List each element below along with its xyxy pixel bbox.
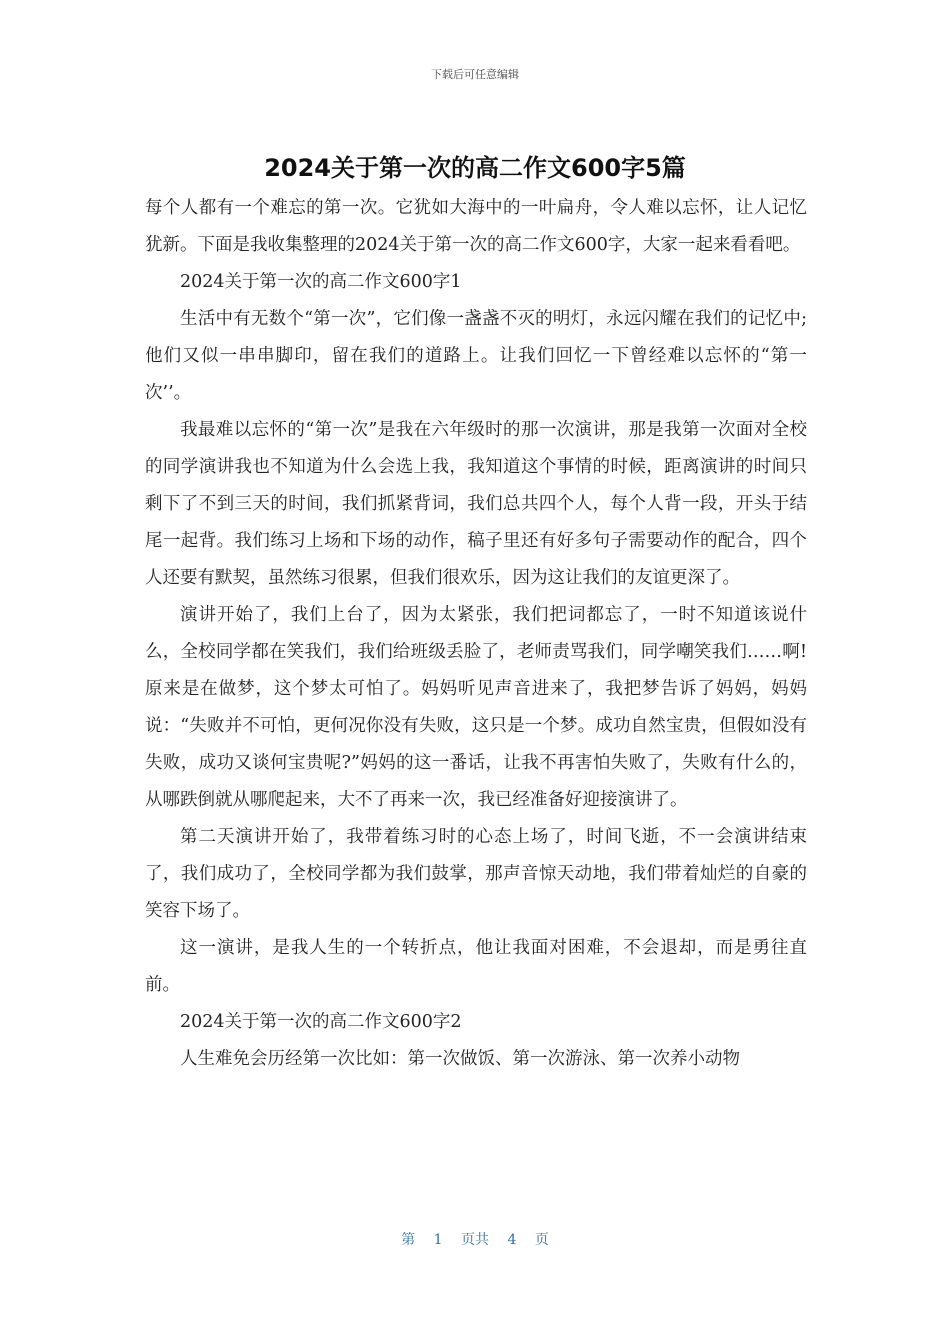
document-body xyxy=(145,190,807,1078)
paragraph: 这一演讲，是我人生的一个转折点，他让我面对困难，不会退却，而是勇往直前。 xyxy=(145,938,807,995)
paragraph: 生活中有无数个“第一次”，它们像一盏盏不灭的明灯，永远闪耀在我们的记忆中;他们又似一串串脚印，留在我们的道路上。让我们回忆一下曾经难以忘怀的“第一次’’。 xyxy=(145,309,807,403)
footer-page-number: 1 xyxy=(433,1232,443,1248)
footer-middle: 页共 xyxy=(461,1232,489,1248)
footer-prefix: 第 xyxy=(401,1232,416,1248)
paragraph: 第二天演讲开始了，我带着练习时的心态上场了，时间飞逝，不一会演讲结束了，我们成功了，全校同学都为我们鼓掌，那声音惊天动地，我们带着灿烂的自豪的笑容下场了。 xyxy=(145,827,807,921)
page-footer xyxy=(0,1229,950,1249)
footer-suffix: 页 xyxy=(534,1232,549,1248)
paragraph: 我最难以忘怀的“第一次”是我在六年级时的那一次演讲，那是我第一次面对全校的同学演讲我也不知道为什么会选上我，我知道这个事情的时候，距离演讲的时间只剩下了不到三天的时间，我们抓紧背词，我们总共四个人，每个人背一段，开头于结尾一起背。我们练习上场和下场的动作，稿子里还有好多句子需要动作的配合，四个人还要有默契，虽然练习很累，但我们很欢乐，因为这让我们的友谊更深了。 xyxy=(145,420,807,588)
document-title: 2024关于第一次的高二作文600字5篇 xyxy=(264,154,686,182)
intro-paragraph: 每个人都有一个难忘的第一次。它犹如大海中的一叶扁舟，令人难以忘怀，让人记忆犹新。下面是我收集整理的2024关于第一次的高二作文600字，大家一起来看看吧。 xyxy=(145,198,807,255)
paragraph: 人生难免会历经第一次比如：第一次做饭、第一次游泳、第一次养小动物 xyxy=(180,1049,740,1069)
section-heading-1: 2024关于第一次的高二作文600字1 xyxy=(180,272,462,292)
header-note: 下载后可任意编辑 xyxy=(431,68,519,81)
section-heading-2: 2024关于第一次的高二作文600字2 xyxy=(180,1012,462,1032)
footer-total-pages: 4 xyxy=(507,1232,517,1248)
paragraph: 演讲开始了，我们上台了，因为太紧张，我们把词都忘了，一时不知道该说什么，全校同学都在笑我们，我们给班级丢脸了，老师责骂我们，同学嘲笑我们……啊!原来是在做梦，这个梦太可怕了。妈妈听见声音进来了，我把梦告诉了妈妈，妈妈说：“失败并不可怕，更何况你没有失败，这只是一个梦。成功自然宝贵，但假如没有失败，成功又谈何宝贵呢?”妈妈的这一番话，让我不再害怕失败了，失败有什么的，从哪跌倒就从哪爬起来，大不了再来一次，我已经准备好迎接演讲了。 xyxy=(145,605,807,810)
